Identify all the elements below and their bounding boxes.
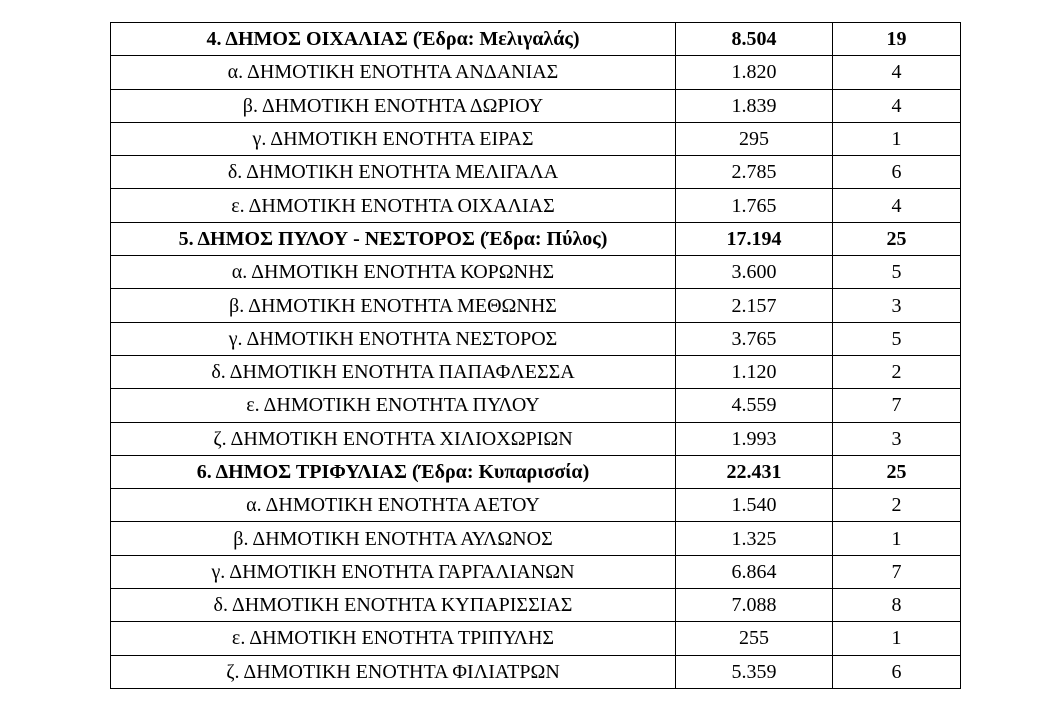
seats-cell: 8 bbox=[833, 589, 961, 622]
name-cell: β. ΔΗΜΟΤΙΚΗ ΕΝΟΤΗΤΑ ΔΩΡΙΟΥ bbox=[111, 89, 676, 122]
name-cell: β. ΔΗΜΟΤΙΚΗ ΕΝΟΤΗΤΑ ΜΕΘΩΝΗΣ bbox=[111, 289, 676, 322]
name-cell: ε. ΔΗΜΟΤΙΚΗ ΕΝΟΤΗΤΑ ΟΙΧΑΛΙΑΣ bbox=[111, 189, 676, 222]
seats-cell: 4 bbox=[833, 189, 961, 222]
population-cell: 7.088 bbox=[676, 589, 833, 622]
municipal-unit-row bbox=[111, 89, 961, 122]
municipal-unit-row bbox=[111, 655, 961, 688]
population-cell: 2.785 bbox=[676, 156, 833, 189]
municipal-unit-row bbox=[111, 589, 961, 622]
municipality-row bbox=[111, 222, 961, 255]
seats-cell: 5 bbox=[833, 322, 961, 355]
municipal-unit-row bbox=[111, 56, 961, 89]
population-cell: 1.325 bbox=[676, 522, 833, 555]
name-cell: α. ΔΗΜΟΤΙΚΗ ΕΝΟΤΗΤΑ ΚΟΡΩΝΗΣ bbox=[111, 256, 676, 289]
seats-cell: 6 bbox=[833, 156, 961, 189]
population-cell: 4.559 bbox=[676, 389, 833, 422]
name-cell: 6. ΔΗΜΟΣ ΤΡΙΦΥΛΙΑΣ (Έδρα: Κυπαρισσία) bbox=[111, 455, 676, 488]
seats-cell: 1 bbox=[833, 622, 961, 655]
population-cell: 1.765 bbox=[676, 189, 833, 222]
seats-cell: 5 bbox=[833, 256, 961, 289]
seats-cell: 4 bbox=[833, 89, 961, 122]
name-cell: γ. ΔΗΜΟΤΙΚΗ ΕΝΟΤΗΤΑ ΓΑΡΓΑΛΙΑΝΩΝ bbox=[111, 555, 676, 588]
population-cell: 5.359 bbox=[676, 655, 833, 688]
name-cell: α. ΔΗΜΟΤΙΚΗ ΕΝΟΤΗΤΑ ΑΕΤΟΥ bbox=[111, 489, 676, 522]
municipality-row bbox=[111, 455, 961, 488]
population-cell: 1.120 bbox=[676, 355, 833, 388]
seats-cell: 3 bbox=[833, 289, 961, 322]
population-cell: 295 bbox=[676, 122, 833, 155]
seats-cell: 7 bbox=[833, 389, 961, 422]
municipal-unit-row bbox=[111, 422, 961, 455]
seats-cell: 7 bbox=[833, 555, 961, 588]
municipal-unit-row bbox=[111, 389, 961, 422]
seats-cell: 1 bbox=[833, 122, 961, 155]
name-cell: ε. ΔΗΜΟΤΙΚΗ ΕΝΟΤΗΤΑ ΤΡΙΠΥΛΗΣ bbox=[111, 622, 676, 655]
name-cell: 4. ΔΗΜΟΣ ΟΙΧΑΛΙΑΣ (Έδρα: Μελιγαλάς) bbox=[111, 23, 676, 56]
seats-cell: 6 bbox=[833, 655, 961, 688]
population-cell: 8.504 bbox=[676, 23, 833, 56]
seats-cell: 19 bbox=[833, 23, 961, 56]
name-cell: α. ΔΗΜΟΤΙΚΗ ΕΝΟΤΗΤΑ ΑΝΔΑΝΙΑΣ bbox=[111, 56, 676, 89]
population-cell: 1.993 bbox=[676, 422, 833, 455]
seats-cell: 2 bbox=[833, 489, 961, 522]
name-cell: ε. ΔΗΜΟΤΙΚΗ ΕΝΟΤΗΤΑ ΠΥΛΟΥ bbox=[111, 389, 676, 422]
municipal-unit-row bbox=[111, 189, 961, 222]
municipal-unit-row bbox=[111, 122, 961, 155]
municipal-unit-row bbox=[111, 256, 961, 289]
seats-cell: 25 bbox=[833, 455, 961, 488]
seats-cell: 2 bbox=[833, 355, 961, 388]
seats-cell: 4 bbox=[833, 56, 961, 89]
municipal-unit-row bbox=[111, 289, 961, 322]
name-cell: 5. ΔΗΜΟΣ ΠΥΛΟΥ - ΝΕΣΤΟΡΟΣ (Έδρα: Πύλος) bbox=[111, 222, 676, 255]
population-cell: 2.157 bbox=[676, 289, 833, 322]
population-cell: 1.820 bbox=[676, 56, 833, 89]
name-cell: δ. ΔΗΜΟΤΙΚΗ ΕΝΟΤΗΤΑ ΠΑΠΑΦΛΕΣΣΑ bbox=[111, 355, 676, 388]
population-cell: 3.765 bbox=[676, 322, 833, 355]
municipal-unit-row bbox=[111, 622, 961, 655]
population-cell: 17.194 bbox=[676, 222, 833, 255]
municipal-unit-row bbox=[111, 156, 961, 189]
municipal-unit-row bbox=[111, 555, 961, 588]
municipal-unit-row bbox=[111, 522, 961, 555]
name-cell: γ. ΔΗΜΟΤΙΚΗ ΕΝΟΤΗΤΑ ΕΙΡΑΣ bbox=[111, 122, 676, 155]
name-cell: β. ΔΗΜΟΤΙΚΗ ΕΝΟΤΗΤΑ ΑΥΛΩΝΟΣ bbox=[111, 522, 676, 555]
population-cell: 6.864 bbox=[676, 555, 833, 588]
name-cell: δ. ΔΗΜΟΤΙΚΗ ΕΝΟΤΗΤΑ ΚΥΠΑΡΙΣΣΙΑΣ bbox=[111, 589, 676, 622]
population-cell: 255 bbox=[676, 622, 833, 655]
population-cell: 1.839 bbox=[676, 89, 833, 122]
seats-cell: 3 bbox=[833, 422, 961, 455]
seats-cell: 1 bbox=[833, 522, 961, 555]
name-cell: δ. ΔΗΜΟΤΙΚΗ ΕΝΟΤΗΤΑ ΜΕΛΙΓΑΛΑ bbox=[111, 156, 676, 189]
name-cell: γ. ΔΗΜΟΤΙΚΗ ΕΝΟΤΗΤΑ ΝΕΣΤΟΡΟΣ bbox=[111, 322, 676, 355]
population-cell: 3.600 bbox=[676, 256, 833, 289]
municipal-unit-row bbox=[111, 355, 961, 388]
population-cell: 1.540 bbox=[676, 489, 833, 522]
table-body bbox=[111, 23, 961, 689]
municipal-unit-row bbox=[111, 489, 961, 522]
name-cell: ζ. ΔΗΜΟΤΙΚΗ ΕΝΟΤΗΤΑ ΧΙΛΙΟΧΩΡΙΩΝ bbox=[111, 422, 676, 455]
municipality-row bbox=[111, 23, 961, 56]
population-cell: 22.431 bbox=[676, 455, 833, 488]
municipalities-table bbox=[110, 22, 961, 689]
name-cell: ζ. ΔΗΜΟΤΙΚΗ ΕΝΟΤΗΤΑ ΦΙΛΙΑΤΡΩΝ bbox=[111, 655, 676, 688]
municipal-unit-row bbox=[111, 322, 961, 355]
seats-cell: 25 bbox=[833, 222, 961, 255]
